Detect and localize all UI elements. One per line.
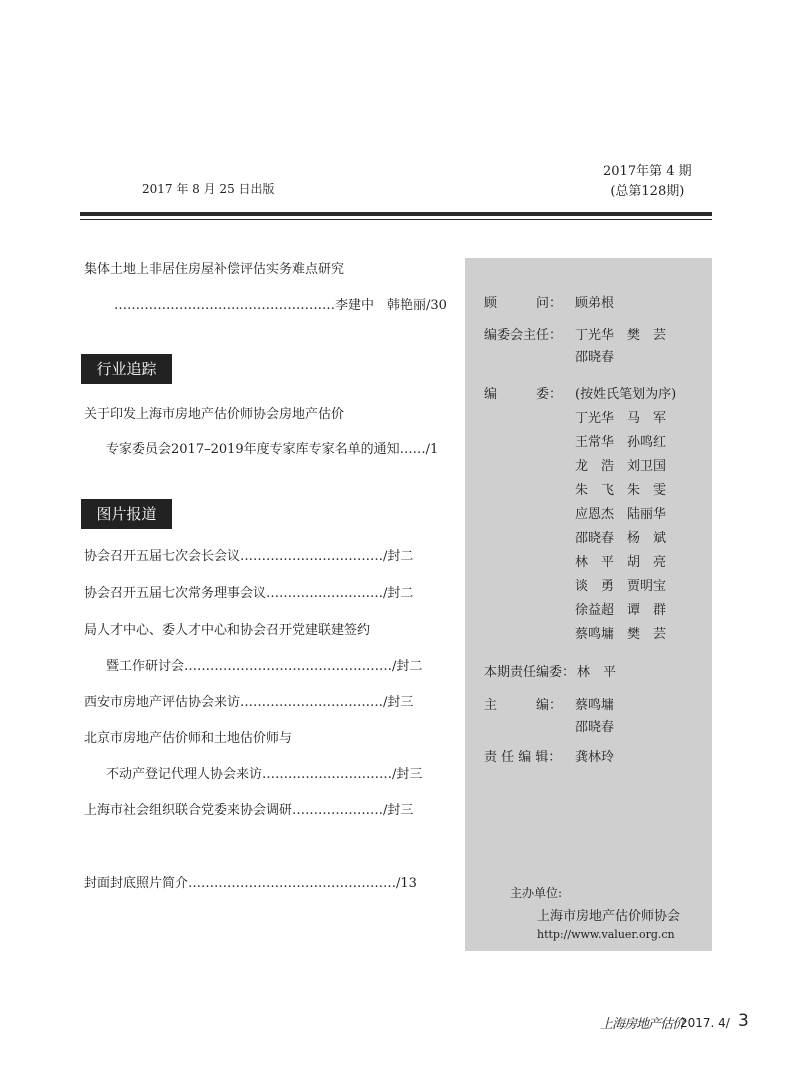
toc-photo-item-cont[interactable]: 暨工作研讨会…………………………………………/封二 bbox=[106, 659, 423, 674]
toc-photo-item-cont[interactable]: 不动产登记代理人协会来访…………………………/封三 bbox=[106, 767, 423, 782]
chair-names: 丁光华 樊 芸 bbox=[575, 328, 667, 343]
editor-row: 林 平 胡 亮 bbox=[575, 555, 667, 570]
host-url[interactable]: http://www.valuer.org.cn bbox=[537, 928, 675, 941]
chief-editor-names: 邵晓春 bbox=[575, 720, 615, 735]
publication-date: 2017 年 8 月 25 日出版 bbox=[142, 182, 275, 196]
issue-editor-name: 林 平 bbox=[577, 665, 617, 680]
footer-issue: 2017. 4/ bbox=[680, 1016, 730, 1030]
editor-row: 邵晓春 杨 斌 bbox=[575, 531, 667, 546]
header-rule-thin bbox=[80, 219, 712, 220]
toc-photo-item[interactable]: 西安市房地产评估协会来访……………………………/封三 bbox=[84, 695, 414, 710]
advisor-label: 顾 问： bbox=[484, 296, 563, 311]
toc-photo-item[interactable]: 局人才中心、委人才中心和协会召开党建联建签约 bbox=[84, 623, 371, 638]
section-header-photo: 图片报道 bbox=[81, 499, 172, 529]
resp-editor-label: 责 任 编 辑： bbox=[484, 750, 562, 765]
toc-photo-item[interactable]: 协会召开五届七次会长会议……………………………/封二 bbox=[84, 549, 414, 564]
editor-row: 龙 浩 刘卫国 bbox=[575, 459, 667, 474]
host-name: 上海市房地产估价师协会 bbox=[537, 909, 681, 924]
editor-row: 应恩杰 陆丽华 bbox=[575, 507, 667, 522]
issue-total: (总第128期) bbox=[610, 184, 685, 199]
toc-article-title[interactable]: 集体土地上非居住房屋补偿评估实务难点研究 bbox=[84, 262, 345, 277]
toc-article-title[interactable]: 关于印发上海市房地产估价师协会房地产估价 bbox=[84, 407, 345, 422]
issue-number bbox=[603, 162, 692, 202]
toc-article-title-cont[interactable]: 专家委员会2017–2019年度专家库专家名单的通知……/1 bbox=[106, 442, 439, 457]
editor-row: 蔡鸣墉 樊 芸 bbox=[575, 627, 667, 642]
issue-editor-label: 本期责任编委： bbox=[484, 665, 576, 680]
editor-row: 徐益超 谭 群 bbox=[575, 603, 667, 618]
toc-photo-item[interactable]: 北京市房地产估价师和土地估价师与 bbox=[84, 731, 293, 746]
page-number: 3 bbox=[738, 1011, 749, 1031]
editors-label: 编 委： bbox=[484, 387, 563, 402]
toc-article-byline: ……………………………………………李建中 韩艳丽/30 bbox=[114, 298, 447, 313]
chief-editor-label: 主 编： bbox=[484, 698, 563, 713]
editor-row: 丁光华 马 军 bbox=[575, 411, 667, 426]
chair-label: 编委会主任： bbox=[484, 328, 563, 343]
host-label: 主办单位: bbox=[510, 886, 563, 900]
header-rule-thick bbox=[80, 212, 712, 216]
editor-row: 朱 飞 朱 雯 bbox=[575, 483, 667, 498]
chair-names: 邵晓春 bbox=[575, 350, 615, 365]
chief-editor-names: 蔡鸣墉 bbox=[575, 698, 615, 713]
editor-row: 王常华 孙鸣红 bbox=[575, 435, 667, 450]
toc-cover-item[interactable]: 封面封底照片简介…………………………………………/13 bbox=[84, 876, 417, 891]
toc-photo-item[interactable]: 上海市社会组织联合党委来协会调研…………………/封三 bbox=[84, 803, 414, 818]
editor-row: 谈 勇 贾明宝 bbox=[575, 579, 667, 594]
advisor-name: 顾弟根 bbox=[575, 296, 615, 311]
editors-note: (按姓氏笔划为序) bbox=[575, 387, 677, 402]
toc-photo-item[interactable]: 协会召开五届七次常务理事会议………………………/封二 bbox=[84, 586, 414, 601]
resp-editor-name: 龚林玲 bbox=[575, 750, 615, 765]
issue-line: 2017年第 4 期 bbox=[603, 164, 692, 179]
footer-logo: 上海房地产估价 bbox=[600, 1017, 685, 1032]
section-header-industry: 行业追踪 bbox=[81, 354, 172, 384]
